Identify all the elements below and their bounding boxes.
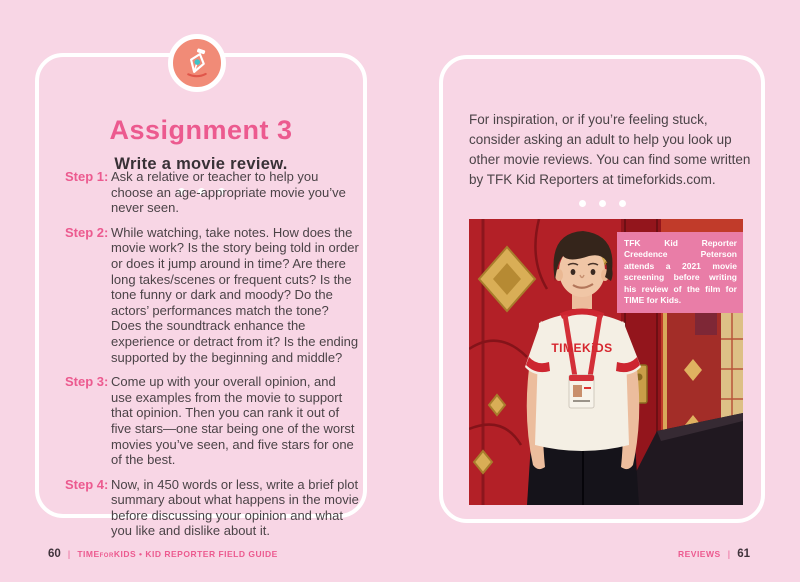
steps-list — [65, 169, 359, 548]
pen-nib-icon-badge — [168, 34, 226, 92]
step-text: Now, in 450 words or less, write a brief plot summary about what happens in the movie before discussing your opinion and what you like and dislike about it. — [111, 476, 359, 539]
step-label: Step 4: — [65, 476, 109, 492]
step-text: Ask a relative or teacher to help you choose an age-appropriate movie you’ve never seen. — [111, 169, 346, 216]
pen-nib-icon — [181, 47, 213, 79]
assignment-title: Assignment 3 — [109, 115, 293, 145]
page-number-right: 61 — [737, 548, 750, 560]
shirt-logo-text: TIMEKiDS — [551, 341, 613, 355]
step-label: Step 3: — [65, 374, 109, 390]
brand-time: TIME — [77, 549, 100, 559]
book-title: KID REPORTER FIELD GUIDE — [145, 549, 278, 559]
footer-right — [678, 548, 750, 560]
dot — [579, 200, 586, 207]
footer-separator: | — [67, 549, 71, 559]
footer-bullet: • — [139, 549, 143, 559]
dots-separator — [443, 200, 761, 207]
right-page-card — [439, 55, 765, 523]
step-text: While watching, take notes. How does the movie work? Is the story being told in order or does it jump around in time? Are there long takes/scenes or frequent cuts? Is the tone funny or dark and moody? Do the actors’ performances match the tone? Does the soundtrack enhance the experience or detract from it? Is the ending supported by the beginning and middle? — [111, 224, 359, 365]
footer-left — [48, 548, 278, 560]
dot — [619, 200, 626, 207]
section-label: REVIEWS — [677, 549, 721, 559]
step-label: Step 1: — [65, 169, 109, 184]
step-row — [65, 477, 359, 539]
step-row — [65, 374, 359, 468]
step-row — [65, 225, 359, 365]
assignment-subtitle: Write a movie review. — [114, 155, 288, 173]
brand-for: FOR — [99, 553, 114, 559]
intro-paragraph: For inspiration, or if you’re feeling stuck, consider asking an adult to help you look up other movie reviews. You can find some written by TFK Kid Reporters at timeforkids.com. — [469, 112, 751, 187]
brand-kids: KIDS — [113, 549, 137, 559]
step-row — [65, 169, 359, 216]
step-text: Come up with your overall opinion, and use examples from the movie to support that opinion. Then you can rank it out of five stars—one star being one of the worst movies you’ve seen, and five stars for one of the best. — [111, 374, 355, 468]
page-number-left: 60 — [48, 548, 61, 560]
footer-brand-and-title — [77, 549, 277, 559]
photo-caption: TFK Kid Reporter Creedence Peterson attends a 2021 movie screening before writing his review of the film for TIME for Kids. — [617, 232, 743, 313]
left-page-card — [35, 53, 367, 539]
photo-figure — [469, 219, 743, 505]
step-label: Step 2: — [65, 224, 109, 240]
dot — [599, 200, 606, 207]
footer-separator: | — [727, 549, 731, 559]
